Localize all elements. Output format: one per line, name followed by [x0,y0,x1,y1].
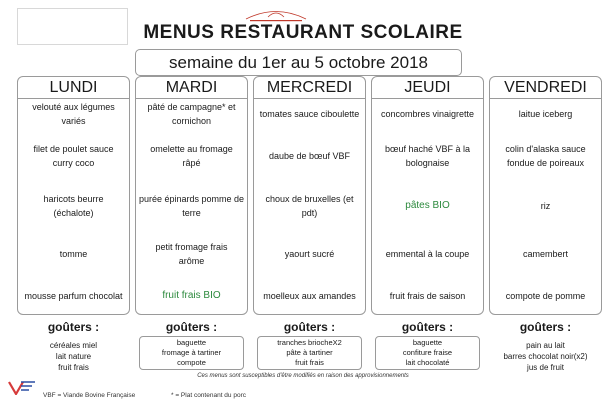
day-heading: MARDI [136,77,247,99]
dish-line: emmental à la coupe [385,249,470,259]
menu-dish [492,139,599,173]
dish-line: bœuf haché VBF à la [384,144,471,154]
dish-lines [269,149,350,163]
dish-lines [381,107,474,121]
dish-line: haricots beurre [43,194,104,204]
dish-lines [263,289,356,303]
gouter-label: goûters : [401,320,454,334]
dish-line: riz [540,201,551,211]
day-column-mercredi [253,76,366,315]
day-heading: JEUDI [372,77,483,99]
dish-line: pâté de campagne* et [147,102,236,112]
dish-line: mousse parfum chocolat [24,291,123,301]
dish-line: compote de pomme [505,291,586,301]
day-column-mardi [135,76,248,315]
dish-line: curry coco [52,158,95,168]
gouter-item: baguette [412,338,443,347]
menu-dish [374,189,481,223]
menu-dish [138,237,245,271]
dish-line: arôme [178,256,205,266]
gouter-item: pain au lait [526,340,565,350]
gouter-item: compote [177,358,206,367]
dish-line: petit fromage frais [155,242,228,252]
dish-line: fruit frais BIO [162,290,221,301]
gouter-items [375,336,480,370]
dish-line: tomates sauce ciboulette [259,109,360,119]
menu-dish [374,279,481,313]
menu-dish [20,189,127,223]
dish-lines [162,289,220,303]
menu-dish [138,97,245,131]
gouter-item: lait chocolaté [405,358,450,367]
dish-lines [150,142,233,170]
dish-lines [505,142,585,170]
gouter-label: goûters : [165,320,218,334]
gouter-items [493,336,598,376]
dish-line: camembert [522,249,568,259]
menu-dish [138,189,245,223]
gouter-item: tranches briocheX2 [277,338,342,347]
gouter-item: fruit frais [295,358,324,367]
dish-lines [43,192,103,220]
menu-dish [492,279,599,313]
gouter-item: baguette [176,338,207,347]
dish-line: fruit frais de saison [389,291,466,301]
dish-lines [385,142,470,170]
menu-dish [256,139,363,173]
gouter-item: céréales miel [49,340,98,350]
dish-line: bolognaise [405,158,450,168]
gouter-items [139,336,244,370]
dish-lines [285,247,335,261]
menu-dish [374,237,481,271]
menu-dish [492,189,599,223]
dish-line: râpé [182,158,201,168]
dish-lines [523,247,568,261]
gouter-item: lait nature [55,351,92,361]
vbf-logo [7,381,37,395]
dish-lines [32,100,115,128]
dish-line: velouté aux légumes [32,102,115,112]
menu-dish [20,139,127,173]
dish-line: pdt) [301,208,318,218]
menu-dish [20,97,127,131]
day-heading: MERCREDI [254,77,365,99]
day-column-lundi [17,76,130,315]
dish-lines [139,192,244,220]
dish-line: laitue iceberg [518,109,573,119]
week-banner: semaine du 1er au 5 octobre 2018 [135,49,462,76]
day-column-vendredi [489,76,602,315]
dish-lines [506,289,586,303]
menu-dish [492,97,599,131]
dish-line: fondue de poireaux [506,158,585,168]
gouter-label: goûters : [519,320,572,334]
gouter-item: pâte à tartiner [286,348,333,357]
dish-line: cornichon [171,116,211,126]
menu-dish [256,97,363,131]
dish-line: choux de bruxelles (et [265,194,354,204]
menu-dish [20,279,127,313]
dish-line: colin d'alaska sauce [505,144,586,154]
dish-lines [405,199,449,213]
dish-line: daube de bœuf VBF [268,151,351,161]
menu-dish [20,237,127,271]
dish-lines [386,247,470,261]
day-heading: LUNDI [18,77,129,99]
dish-line: pâtes BIO [405,200,450,211]
dish-lines [60,247,88,261]
gouter-items [21,336,126,376]
dish-lines [24,289,122,303]
gouter-label: goûters : [47,320,100,334]
legend-pork: * = Plat contenant du porc [171,392,246,399]
page-title: MENUS RESTAURANT SCOLAIRE [143,22,463,43]
dish-lines [541,199,551,213]
disclaimer-note: Ces menus sont susceptibles d'être modifiés en raison des approvisionnements [197,373,409,379]
dish-line: purée épinards pomme de [138,194,245,204]
dish-line: (échalote) [53,208,94,218]
dish-lines [155,240,227,268]
day-column-jeudi [371,76,484,315]
gouter-item: fruit frais [58,362,89,372]
dish-line: yaourt sucré [284,249,335,259]
dish-lines [33,142,113,170]
gouter-items [257,336,362,370]
gouter-item: jus de fruit [527,362,564,372]
legend-vbf: VBF = Viande Bovine Française [43,392,136,399]
dish-lines [147,100,235,128]
menu-dish [374,97,481,131]
menu-dish [492,237,599,271]
dish-line: terre [182,208,201,218]
menu-dish [138,139,245,173]
dish-lines [519,107,573,121]
dish-line: omelette au fromage [150,144,233,154]
dish-line: tomme [59,249,88,259]
dish-line: filet de poulet sauce [33,144,114,154]
menu-dish [256,237,363,271]
gouter-label: goûters : [283,320,336,334]
dish-lines [265,192,353,220]
menu-dish [374,139,481,173]
day-heading: VENDREDI [490,77,601,99]
dish-lines [390,289,466,303]
menu-dish [256,279,363,313]
gouter-item: confiture fraise [402,348,453,357]
menu-dish [256,189,363,223]
dish-line: variés [61,116,86,126]
gouter-item: barres chocolat noir(x2) [503,351,588,361]
dish-lines [260,107,360,121]
dish-line: moelleux aux amandes [263,291,356,301]
menu-dish [138,279,245,313]
dish-line: concombres vinaigrette [380,109,475,119]
gouter-item: fromage à tartiner [161,348,222,357]
